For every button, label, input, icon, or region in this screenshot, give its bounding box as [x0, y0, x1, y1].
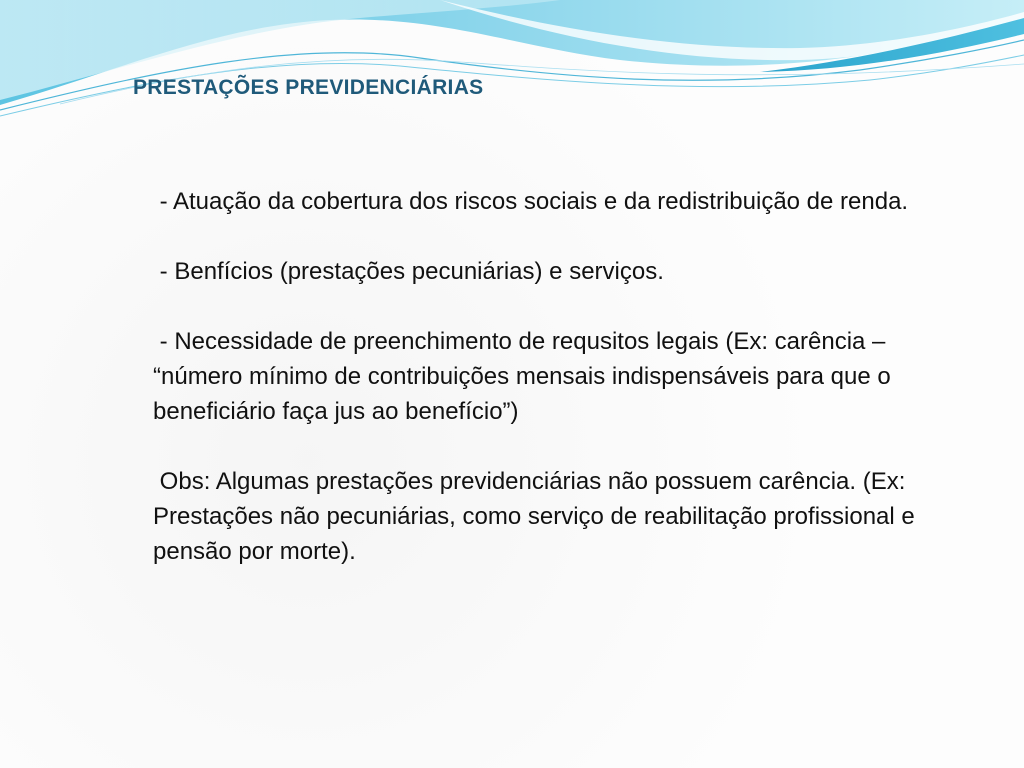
- bullet-paragraph: - Atuação da cobertura dos riscos sociais e da redistribuição de renda.: [153, 188, 909, 215]
- obs-paragraph: Obs: Algumas prestações previdenciárias não possuem carência. (Ex: Prestações não pecuniárias, como serviço de reabilitação profissional e pensão por morte).: [153, 468, 922, 565]
- bullet-paragraph: - Benfícios (prestações pecuniárias) e serviços.: [153, 258, 664, 285]
- bullet-paragraph: - Necessidade de preenchimento de requsitos legais (Ex: carência – “número mínimo de contribuições mensais indispensáveis para que o beneficiário faça jus ao benefício”): [153, 328, 898, 425]
- wave-header-decoration: [0, 0, 1024, 130]
- slide-title: PRESTAÇÕES PREVIDENCIÁRIAS: [133, 76, 484, 99]
- slide-body: [153, 184, 923, 569]
